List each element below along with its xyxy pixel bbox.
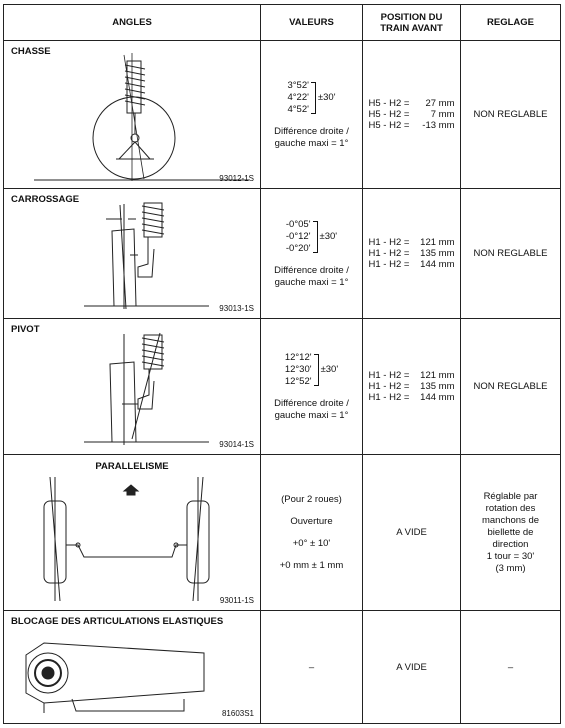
header-valeurs: VALEURS bbox=[261, 5, 363, 41]
chasse-difference-line1: Différence droite / bbox=[274, 125, 349, 137]
chasse-value-min: 3°52' bbox=[287, 79, 309, 91]
carrossage-reglage: NON REGLABLE bbox=[461, 189, 561, 319]
pivot-pos-value-2: 135 mm bbox=[420, 381, 455, 392]
parallelisme-values-cell bbox=[261, 455, 363, 611]
carrossage-value-max: -0°20' bbox=[285, 242, 311, 254]
carrossage-pos-value-1: 121 mm bbox=[420, 237, 455, 248]
parallelisme-reglage-line-5: direction bbox=[492, 538, 529, 550]
carrossage-tolerance: ±30' bbox=[319, 230, 338, 242]
chasse-pos-label-2: H5 - H2 = bbox=[368, 109, 410, 120]
brace-icon bbox=[313, 221, 318, 253]
carrossage-pos-label-1: H1 - H2 = bbox=[368, 237, 410, 248]
carrossage-figure-cell bbox=[4, 189, 261, 319]
chasse-value-max: 4°52' bbox=[287, 103, 309, 115]
blocage-diagram-icon bbox=[4, 611, 261, 724]
pivot-diagram-icon bbox=[4, 319, 261, 455]
blocage-reglage: – bbox=[461, 611, 561, 724]
chasse-reglage: NON REGLABLE bbox=[461, 41, 561, 189]
parallelisme-line-2: Ouverture bbox=[290, 515, 333, 527]
blocage-title: BLOCAGE DES ARTICULATIONS ELASTIQUES bbox=[11, 616, 224, 627]
pivot-value-nominal: 12°30' bbox=[284, 363, 312, 375]
carrossage-difference-line1: Différence droite / bbox=[274, 264, 349, 276]
parallelisme-reglage-line-6: 1 tour = 30' bbox=[486, 550, 535, 562]
header-position-line1: POSITION DU bbox=[380, 11, 443, 23]
pivot-pos-label-3: H1 - H2 = bbox=[368, 392, 410, 403]
pivot-title: PIVOT bbox=[11, 324, 40, 335]
chasse-value-nominal: 4°22' bbox=[287, 91, 309, 103]
chasse-values-cell bbox=[261, 41, 363, 189]
pivot-pos-label-1: H1 - H2 = bbox=[368, 370, 410, 381]
header-reglage: REGLAGE bbox=[461, 5, 561, 41]
carrossage-pos-label-2: H1 - H2 = bbox=[368, 248, 410, 259]
carrossage-difference-line2: gauche maxi = 1° bbox=[274, 276, 349, 288]
carrossage-pos-value-3: 144 mm bbox=[420, 259, 455, 270]
parallelisme-reglage-line-2: rotation des bbox=[485, 502, 536, 514]
parallelisme-reglage-line-7: (3 mm) bbox=[495, 562, 526, 574]
chasse-figure-cell bbox=[4, 41, 261, 189]
pivot-figure-code: 93014-1S bbox=[219, 440, 254, 449]
pivot-figure-cell bbox=[4, 319, 261, 455]
chasse-title: CHASSE bbox=[11, 46, 51, 57]
chasse-position-cell bbox=[363, 41, 461, 189]
pivot-position-cell bbox=[363, 319, 461, 455]
parallelisme-reglage-line-3: manchons de bbox=[481, 514, 540, 526]
header-position-line2: TRAIN AVANT bbox=[380, 22, 443, 34]
pivot-value-min: 12°12' bbox=[284, 351, 312, 363]
carrossage-pos-label-3: H1 - H2 = bbox=[368, 259, 410, 270]
header-angles: ANGLES bbox=[4, 5, 261, 41]
parallelisme-reglage-cell bbox=[461, 455, 561, 611]
blocage-position: A VIDE bbox=[363, 611, 461, 724]
carrossage-value-nominal: -0°12' bbox=[285, 230, 311, 242]
row-chasse bbox=[4, 41, 561, 189]
chasse-value-group bbox=[287, 80, 335, 116]
chasse-figure-code: 93012-1S bbox=[219, 174, 254, 183]
row-blocage bbox=[4, 611, 561, 724]
chasse-pos-value-3: -13 mm bbox=[422, 120, 455, 131]
carrossage-diagram-icon bbox=[4, 189, 261, 319]
row-carrossage bbox=[4, 189, 561, 319]
pivot-pos-value-1: 121 mm bbox=[420, 370, 455, 381]
carrossage-figure-code: 93013-1S bbox=[219, 304, 254, 313]
carrossage-values-cell bbox=[261, 189, 363, 319]
carrossage-position-cell bbox=[363, 189, 461, 319]
brace-icon bbox=[311, 82, 316, 114]
parallelisme-figure-code: 93011-1S bbox=[219, 596, 254, 605]
chasse-diagram-icon bbox=[4, 41, 261, 189]
chasse-pos-value-2: 7 mm bbox=[430, 109, 455, 120]
parallelisme-position: A VIDE bbox=[363, 455, 461, 611]
parallelisme-line-3: +0° ± 10' bbox=[292, 537, 331, 549]
pivot-difference-line1: Différence droite / bbox=[274, 397, 349, 409]
pivot-values-cell bbox=[261, 319, 363, 455]
chasse-pos-label-1: H5 - H2 = bbox=[368, 98, 410, 109]
chasse-pos-value-1: 27 mm bbox=[425, 98, 455, 109]
pivot-pos-value-3: 144 mm bbox=[420, 392, 455, 403]
chasse-tolerance: ±30' bbox=[317, 91, 336, 103]
parallelisme-reglage-line-1: Réglable par bbox=[483, 490, 538, 502]
blocage-figure-code: 81603S1 bbox=[221, 709, 254, 718]
pivot-tolerance: ±30' bbox=[320, 363, 339, 375]
parallelisme-line-4: +0 mm ± 1 mm bbox=[279, 559, 344, 571]
carrossage-value-group bbox=[286, 219, 337, 255]
alignment-table bbox=[3, 4, 561, 724]
parallelisme-line-1: (Pour 2 roues) bbox=[281, 493, 342, 505]
header-position bbox=[363, 5, 461, 41]
brace-icon bbox=[314, 354, 319, 386]
carrossage-value-min: -0°05' bbox=[285, 218, 311, 230]
pivot-reglage: NON REGLABLE bbox=[461, 319, 561, 455]
carrossage-title: CARROSSAGE bbox=[11, 194, 80, 205]
pivot-pos-label-2: H1 - H2 = bbox=[368, 381, 410, 392]
blocage-figure-cell bbox=[4, 611, 261, 724]
parallelisme-figure-cell bbox=[4, 455, 261, 611]
parallelisme-diagram-icon bbox=[4, 455, 261, 611]
chasse-pos-label-3: H5 - H2 = bbox=[368, 120, 410, 131]
header-row bbox=[4, 5, 561, 41]
pivot-value-max: 12°52' bbox=[284, 375, 312, 387]
chasse-difference-line2: gauche maxi = 1° bbox=[274, 137, 349, 149]
pivot-value-group bbox=[285, 352, 338, 388]
parallelisme-title: PARALLELISME bbox=[95, 461, 169, 472]
parallelisme-reglage-line-4: biellette de bbox=[487, 526, 534, 538]
pivot-difference-line2: gauche maxi = 1° bbox=[274, 409, 349, 421]
row-pivot bbox=[4, 319, 561, 455]
blocage-value: – bbox=[261, 611, 363, 724]
row-parallelisme bbox=[4, 455, 561, 611]
carrossage-pos-value-2: 135 mm bbox=[420, 248, 455, 259]
